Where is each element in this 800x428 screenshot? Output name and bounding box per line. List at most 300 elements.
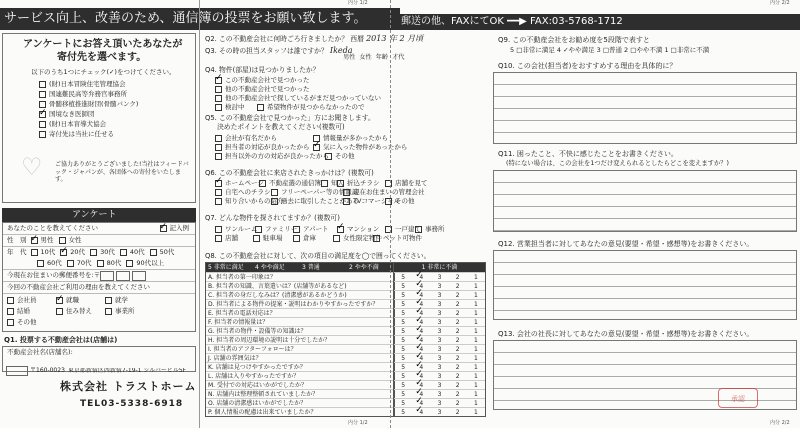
- age-option[interactable]: [97, 259, 122, 269]
- q6-option-label: 知人: [331, 179, 344, 187]
- table-row: [206, 380, 394, 389]
- q6-option-label: 現在お住まいの管理会社: [353, 188, 425, 196]
- checkbox[interactable]: [321, 180, 328, 187]
- rating-cell[interactable]: 2: [455, 355, 460, 362]
- rating-cell[interactable]: 4 ✓: [412, 363, 430, 371]
- q3-option: 女性: [359, 54, 372, 61]
- checkbox[interactable]: [215, 226, 222, 233]
- charity-option[interactable]: [39, 99, 184, 109]
- q6-option-label: フリーペーパー等の情報誌: [281, 188, 359, 196]
- q4-option[interactable]: [257, 102, 365, 112]
- rating-table: [205, 262, 395, 417]
- checkbox[interactable]: [271, 198, 278, 205]
- scale-header: 1 非常に不満: [421, 264, 458, 271]
- rating-grid-row: [394, 290, 485, 299]
- q7-option-label: ペット可物件: [383, 234, 422, 242]
- q3-answer: Ikeda: [329, 46, 353, 55]
- scale-header: 5 非常に満足: [208, 264, 244, 271]
- rating-grid-row: [394, 362, 485, 371]
- q7-option-label: 女性限定物件: [343, 234, 382, 242]
- survey-intro: あなたのことを教えてください: [7, 223, 98, 232]
- age-option-label: 30代: [100, 247, 115, 256]
- q3-options: [343, 54, 409, 62]
- age-option[interactable]: [37, 259, 62, 269]
- rating-cell[interactable]: 1: [474, 382, 478, 389]
- rating-cell[interactable]: 3: [437, 301, 442, 308]
- rating-cell[interactable]: 4 ✓: [412, 273, 430, 281]
- reason-option-label: 事業所: [115, 306, 135, 315]
- checkbox[interactable]: [313, 144, 320, 151]
- rating-cell[interactable]: 3: [437, 355, 442, 362]
- banner: サービス向上、改善のため、通信簿の投票をお願い致します。: [0, 8, 400, 30]
- checkbox[interactable]: [343, 189, 350, 196]
- charity-option-label: 骨髄移植推進財団(骨髄バンク): [49, 99, 139, 108]
- rating-cell[interactable]: 1: [474, 292, 478, 299]
- rating-cell[interactable]: 5: [401, 337, 406, 344]
- checkbox[interactable]: [39, 81, 46, 88]
- checkbox[interactable]: [215, 235, 222, 242]
- gender-row: [3, 235, 195, 247]
- charity-option[interactable]: [39, 109, 184, 119]
- reason-option[interactable]: [7, 306, 51, 317]
- charity-option-label: 国連難民高等弁務官事務所: [49, 89, 127, 98]
- checkbox[interactable]: [293, 235, 300, 242]
- rating-cell[interactable]: 5: [401, 391, 406, 398]
- rating-cell[interactable]: 5: [401, 364, 406, 371]
- checkbox[interactable]: [215, 144, 222, 151]
- checkbox[interactable]: [7, 308, 14, 315]
- checkbox[interactable]: [215, 189, 222, 196]
- rating-cell[interactable]: 5: [401, 355, 406, 362]
- charity-option-label: (財)日本盲導犬協会: [49, 119, 107, 128]
- rating-question: D. 担当者による物件の提案・説明はわかりやすかったですか？: [208, 301, 379, 308]
- rating-grid-row: [394, 272, 485, 281]
- q3-option: 年齢: [375, 54, 389, 61]
- table-row: [206, 344, 394, 353]
- rating-cell[interactable]: 3: [437, 400, 442, 407]
- rating-cell[interactable]: 1: [474, 400, 478, 407]
- q4-option[interactable]: [215, 102, 245, 112]
- rating-cell[interactable]: 2: [455, 310, 460, 317]
- checkbox[interactable]: [255, 226, 262, 233]
- age-option[interactable]: [67, 259, 92, 269]
- charity-list: [9, 79, 189, 139]
- rating-cell[interactable]: 4 ✓: [412, 318, 430, 326]
- page-mark-bottom-right: 内分 2/2: [770, 420, 790, 427]
- checkbox[interactable]: [56, 297, 63, 304]
- rating-cell[interactable]: 5: [401, 301, 406, 308]
- rating-cell[interactable]: 3: [437, 364, 442, 371]
- rating-cell[interactable]: 3: [437, 382, 442, 389]
- rating-cell[interactable]: 2: [455, 391, 460, 398]
- checkbox[interactable]: [215, 95, 222, 102]
- rating-cell[interactable]: 1: [474, 337, 478, 344]
- checkbox[interactable]: [59, 237, 66, 244]
- rating-grid-row: [394, 380, 485, 389]
- rating-cell[interactable]: 3: [437, 319, 442, 326]
- postal-input[interactable]: [116, 271, 130, 281]
- rating-cell[interactable]: 2: [455, 373, 460, 380]
- rating-cell[interactable]: 1: [474, 409, 478, 416]
- rating-grid: [393, 262, 486, 417]
- q6-question: Q6. この不動産会社に来店されたきっかけは？(複数可): [205, 169, 374, 177]
- q4-option-label: 他の不動産会社で見つかった: [225, 85, 310, 93]
- heart-icon: ♡: [21, 153, 43, 181]
- rating-cell[interactable]: 4 ✓: [412, 408, 430, 416]
- rating-cell[interactable]: 4 ✓: [412, 399, 430, 407]
- q7-option-label: 事務所: [425, 225, 445, 233]
- q6-option-label: 自宅へのチラシ: [225, 188, 271, 196]
- zip-box: [6, 366, 28, 376]
- donation-instruction: 以下のうち1つにチェック(✓)をつけてください。: [31, 68, 176, 76]
- checkbox[interactable]: [257, 104, 264, 111]
- rating-grid-row: [394, 344, 485, 353]
- charity-option[interactable]: [39, 129, 184, 139]
- q10-question: Q10. この会社(担当者)をおすすめする理由を具体的に？: [498, 62, 677, 70]
- rating-cell[interactable]: 3: [437, 337, 442, 344]
- approval-stamp: 承認: [718, 388, 758, 408]
- rating-grid-row: [394, 299, 485, 308]
- rating-cell[interactable]: 3: [437, 283, 442, 290]
- rating-cell[interactable]: 1: [474, 319, 478, 326]
- q6-option-label: 折込チラシ: [347, 179, 380, 187]
- q3-text: Q3. その時の担当スタッフは誰ですか？: [205, 47, 328, 55]
- checkbox[interactable]: [215, 153, 222, 160]
- donation-title-1: アンケートにお答え頂いたあなたが: [23, 39, 183, 50]
- q5-subtitle: 決めたポイントを教えてください(複数可): [217, 123, 345, 131]
- q3-option: 才代: [392, 54, 405, 61]
- q5-option[interactable]: [215, 151, 329, 161]
- fold-line: [390, 0, 391, 428]
- table-row: [206, 308, 394, 317]
- rating-cell[interactable]: 1: [474, 301, 478, 308]
- rating-cell[interactable]: 1: [474, 274, 478, 281]
- q11-answer-box[interactable]: [493, 170, 797, 232]
- reason-option[interactable]: [7, 317, 51, 328]
- age-option[interactable]: [120, 248, 145, 258]
- checkbox[interactable]: [415, 226, 422, 233]
- rating-cell[interactable]: 1: [474, 355, 478, 362]
- age-option-label: 20代: [70, 247, 86, 256]
- rating-cell[interactable]: 1: [474, 328, 478, 335]
- checkbox[interactable]: [333, 235, 340, 242]
- age-option[interactable]: [60, 248, 85, 258]
- q3-option: 男性: [343, 54, 356, 61]
- fax-banner: 郵送の他、FAXにてOK ━━▶ FAX:03-5768-1712: [393, 14, 800, 30]
- rating-cell[interactable]: 3: [437, 274, 442, 281]
- rating-grid-row: [394, 281, 485, 290]
- rating-cell[interactable]: 2: [455, 364, 460, 371]
- rating-cell[interactable]: 3: [437, 391, 442, 398]
- donation-note: ご協力ありがとうございました!当社はフィードバック・ジャパンが、各団体への寄付をいたします。: [55, 161, 189, 183]
- rating-cell[interactable]: 3: [437, 409, 442, 416]
- rating-question: N. 店舗内は整理整頓されていましたか？: [208, 391, 319, 398]
- q7-option[interactable]: [293, 233, 316, 243]
- table-row: [206, 326, 394, 335]
- rating-cell[interactable]: 5: [401, 319, 406, 326]
- rating-cell[interactable]: 2: [455, 328, 460, 335]
- rating-cell[interactable]: 3: [437, 328, 442, 335]
- q7-option-label: ファミリー: [265, 225, 298, 233]
- rating-cell[interactable]: 5: [401, 283, 406, 290]
- age-option[interactable]: [90, 248, 115, 258]
- filled-example-label: 記入例: [169, 223, 189, 232]
- checkbox[interactable]: [215, 77, 222, 84]
- checkbox[interactable]: [337, 180, 344, 187]
- rating-cell[interactable]: 4 ✓: [412, 381, 430, 389]
- company-address-row: [2, 364, 196, 378]
- rating-cell[interactable]: 2: [455, 301, 460, 308]
- rating-cell[interactable]: 4 ✓: [412, 282, 430, 290]
- postal-input[interactable]: [100, 271, 114, 281]
- checkbox[interactable]: [31, 237, 38, 244]
- charity-option[interactable]: [39, 89, 184, 99]
- checkbox[interactable]: [293, 226, 300, 233]
- rating-cell[interactable]: 4 ✓: [412, 291, 430, 299]
- checkbox[interactable]: [126, 260, 133, 267]
- checkbox[interactable]: [90, 249, 97, 256]
- checkbox[interactable]: [150, 249, 157, 256]
- rating-cell[interactable]: 1: [474, 283, 478, 290]
- rating-cell[interactable]: 4 ✓: [412, 345, 430, 353]
- age-option-label: 90代以上: [136, 258, 165, 267]
- rating-cell[interactable]: 2: [455, 274, 460, 281]
- rating-grid-row: [394, 398, 485, 407]
- q6-option-label: 不動産選の通信簿: [269, 179, 321, 187]
- rating-scale-header: [206, 263, 394, 272]
- rating-cell[interactable]: 5: [401, 328, 406, 335]
- reason-option[interactable]: [105, 306, 149, 317]
- q11-question: Q11. 困ったこと、不快に感じたことをお書きください。: [498, 150, 678, 158]
- reason-option[interactable]: [7, 295, 51, 306]
- rating-question: K. 店舗は見つけやすかったですか？: [208, 364, 306, 371]
- reason-option-label: 住み替え: [66, 306, 92, 315]
- charity-option-label: (財)日本冒険住宅管理協会: [49, 79, 126, 88]
- q4-option-label: 他の不動産会社で探しているがまだ見つかっていない: [225, 94, 381, 102]
- checkbox[interactable]: [343, 198, 350, 205]
- scale-header: 3 普通: [302, 264, 320, 271]
- q6-option-label: ホームページ: [225, 179, 264, 187]
- rating-cell[interactable]: 2: [455, 346, 460, 353]
- rating-cell[interactable]: 2: [455, 382, 460, 389]
- checkbox[interactable]: [120, 249, 127, 256]
- rating-cell[interactable]: 2: [455, 319, 460, 326]
- postal-input[interactable]: [132, 271, 146, 281]
- rating-cell[interactable]: 4 ✓: [412, 372, 430, 380]
- checkbox[interactable]: [215, 135, 222, 142]
- q5-option[interactable]: [325, 151, 355, 161]
- rating-question: F. 担当者の情報量は？: [208, 319, 269, 326]
- checkbox[interactable]: [271, 189, 278, 196]
- q7-option-label: 店舗: [225, 234, 238, 242]
- age-option[interactable]: [150, 248, 175, 258]
- checkbox[interactable]: [60, 249, 67, 256]
- checkbox[interactable]: [39, 101, 46, 108]
- q7-option-label: 倉庫: [303, 234, 316, 242]
- reason-option[interactable]: [105, 295, 149, 306]
- age-option-label: 70代: [76, 258, 92, 267]
- rating-cell[interactable]: 5: [401, 292, 406, 299]
- rating-cell[interactable]: 4 ✓: [412, 327, 430, 335]
- checkbox[interactable]: [215, 104, 222, 111]
- table-row: [206, 317, 394, 326]
- rating-cell[interactable]: 3: [437, 373, 442, 380]
- q1-title: Q1. 投票する不動産会社は(店舗は): [4, 336, 118, 344]
- survey-header: アンケート: [2, 208, 196, 222]
- company-tel: TEL03-5338-6918: [80, 399, 184, 409]
- reason-option-label: 会社員: [17, 295, 37, 304]
- checkbox[interactable]: [373, 235, 380, 242]
- rating-cell[interactable]: 4 ✓: [412, 390, 430, 398]
- table-row: [206, 299, 394, 308]
- rating-cell[interactable]: 4 ✓: [412, 354, 430, 362]
- postal-label: 今現在お住まいの郵便番号を:〒: [7, 270, 101, 279]
- rating-cell[interactable]: 2: [455, 337, 460, 344]
- reason-list: [3, 294, 195, 329]
- q2-text: Q2. この不動産会社に何時ごろ行きましたか？ 西暦: [205, 35, 364, 43]
- rating-cell[interactable]: 1: [474, 346, 478, 353]
- q7-option[interactable]: [253, 233, 283, 243]
- rating-grid-row: [394, 371, 485, 380]
- checkbox[interactable]: [39, 121, 46, 128]
- checkbox[interactable]: [67, 260, 74, 267]
- checkbox[interactable]: [97, 260, 104, 267]
- q12-answer-box[interactable]: [493, 250, 797, 320]
- q4-option-label: この不動産会社で見つかった: [225, 76, 310, 84]
- checkbox[interactable]: [37, 260, 44, 267]
- rating-cell[interactable]: 1: [474, 391, 478, 398]
- checkbox[interactable]: [215, 180, 222, 187]
- checkbox[interactable]: [7, 297, 14, 304]
- gender-option-label: 男性: [40, 235, 54, 244]
- q1-company-label: 不動産会社名(店舗名):: [7, 348, 73, 356]
- q5-option-label: その他: [335, 152, 355, 160]
- reason-option[interactable]: [56, 295, 100, 306]
- checkbox[interactable]: [253, 235, 260, 242]
- charity-option-label: 国境なき医師団: [49, 109, 95, 118]
- table-row: [206, 407, 394, 416]
- checkbox[interactable]: [215, 86, 222, 93]
- q9-question: Q9. この不動産会社をお勧め度を5段階で表すと: [498, 36, 650, 44]
- q6-option-label: その他: [395, 197, 415, 205]
- rating-cell[interactable]: 5: [401, 409, 406, 416]
- q11-subtitle: (特にない場合は、この会社を1つだけ変えられるとしたらどこを変えますか？): [506, 160, 730, 167]
- checkbox[interactable]: [31, 249, 38, 256]
- page-mark-bottom-mid: 内分 1/2: [348, 420, 368, 427]
- usage-row: [3, 282, 195, 294]
- age-row: [3, 247, 195, 258]
- q6-option-label: 店舗を見て: [395, 179, 428, 187]
- age-row-2: [3, 258, 195, 270]
- table-row: [206, 389, 394, 398]
- rating-cell[interactable]: 3: [437, 346, 442, 353]
- rating-cell[interactable]: 5: [401, 382, 406, 389]
- rating-question: C. 担当者の身だしなみは？(清潔感があるかどうか): [208, 292, 347, 299]
- rating-grid-row: [394, 407, 485, 416]
- rating-grid-row: [394, 317, 485, 326]
- reason-option[interactable]: [56, 306, 100, 317]
- q7-option-label: 一戸建て: [395, 225, 421, 233]
- q5-option-label: 担当以外の方の対応が良かったから: [225, 152, 329, 160]
- table-row: [206, 281, 394, 290]
- rating-cell[interactable]: 3: [437, 292, 442, 299]
- rating-cell[interactable]: 2: [455, 292, 460, 299]
- q7-option[interactable]: [373, 233, 422, 243]
- checkbox[interactable]: [259, 180, 266, 187]
- checkbox[interactable]: [325, 153, 332, 160]
- q13-question: Q13. 会社の社長に対してあなたの意見(要望・希望・感想等)をお書きください。: [498, 330, 754, 338]
- charity-option[interactable]: [39, 79, 184, 89]
- rating-cell[interactable]: 1: [474, 364, 478, 371]
- checkbox[interactable]: [39, 111, 46, 118]
- rating-cell[interactable]: 2: [455, 283, 460, 290]
- rating-cell[interactable]: 5: [401, 373, 406, 380]
- checkbox[interactable]: [7, 319, 14, 326]
- q5-option-label: 情報量が多かったから: [323, 134, 388, 142]
- checkbox[interactable]: [105, 297, 112, 304]
- age-option-label: 10代: [40, 247, 56, 256]
- rating-cell[interactable]: 2: [455, 400, 460, 407]
- checkbox[interactable]: [337, 226, 344, 233]
- charity-option[interactable]: [39, 119, 184, 129]
- age-option-label: 60代: [47, 258, 62, 267]
- checkbox[interactable]: [56, 308, 63, 315]
- age-option-label: 50代: [159, 247, 175, 256]
- left-column: [0, 0, 200, 428]
- rating-cell[interactable]: 5: [401, 346, 406, 353]
- q5-option-label: 担当者の対応が良かったから: [225, 143, 310, 151]
- table-row: [206, 335, 394, 344]
- rating-cell[interactable]: 5: [401, 274, 406, 281]
- rating-question: M. 受付での対応はいかがでしたか？: [208, 382, 307, 389]
- rating-cell[interactable]: 4 ✓: [412, 336, 430, 344]
- charity-option-label: 寄付先は当社に任せる: [49, 129, 114, 138]
- page-mark-top-mid: 内分 1/2: [348, 0, 368, 6]
- q4-question: Q4. 物件(部屋)は見つかりましたか？: [205, 66, 320, 74]
- table-row: [206, 398, 394, 407]
- company-name: 株式会社 トラストホーム: [60, 380, 197, 393]
- gender-option[interactable]: [31, 236, 54, 246]
- age-option[interactable]: [126, 259, 164, 269]
- q7-option-label: アパート: [303, 225, 329, 233]
- reason-option-label: 就学: [115, 295, 128, 304]
- rating-cell[interactable]: 4 ✓: [412, 300, 430, 308]
- address-row: [3, 270, 195, 282]
- age-option[interactable]: [31, 248, 56, 258]
- checkbox[interactable]: [39, 131, 46, 138]
- checkbox[interactable]: [215, 198, 222, 205]
- gender-option[interactable]: [59, 236, 82, 246]
- q4-option-label: 希望物件が見つからなかったので: [267, 103, 365, 111]
- q6-option-label: TVコマーシャル: [353, 197, 401, 205]
- checkbox[interactable]: [105, 308, 112, 315]
- rating-cell[interactable]: 4 ✓: [412, 309, 430, 317]
- scale-header: 2 やや不満: [349, 264, 379, 271]
- q7-option-label: マンション: [347, 225, 380, 233]
- q7-option[interactable]: [215, 233, 238, 243]
- rating-grid-rows: [394, 272, 485, 416]
- rating-question: A. 担当者の第一印象は？: [208, 274, 276, 281]
- rating-cell[interactable]: 1: [474, 373, 478, 380]
- rating-cell[interactable]: 1: [474, 310, 478, 317]
- rating-cell[interactable]: 3: [437, 310, 442, 317]
- rating-cell[interactable]: 5: [401, 310, 406, 317]
- q10-answer-box[interactable]: [493, 72, 797, 144]
- rating-grid-row: [394, 335, 485, 344]
- checkbox[interactable]: [39, 91, 46, 98]
- rating-cell[interactable]: 5: [401, 400, 406, 407]
- rating-cell[interactable]: 2: [455, 409, 460, 416]
